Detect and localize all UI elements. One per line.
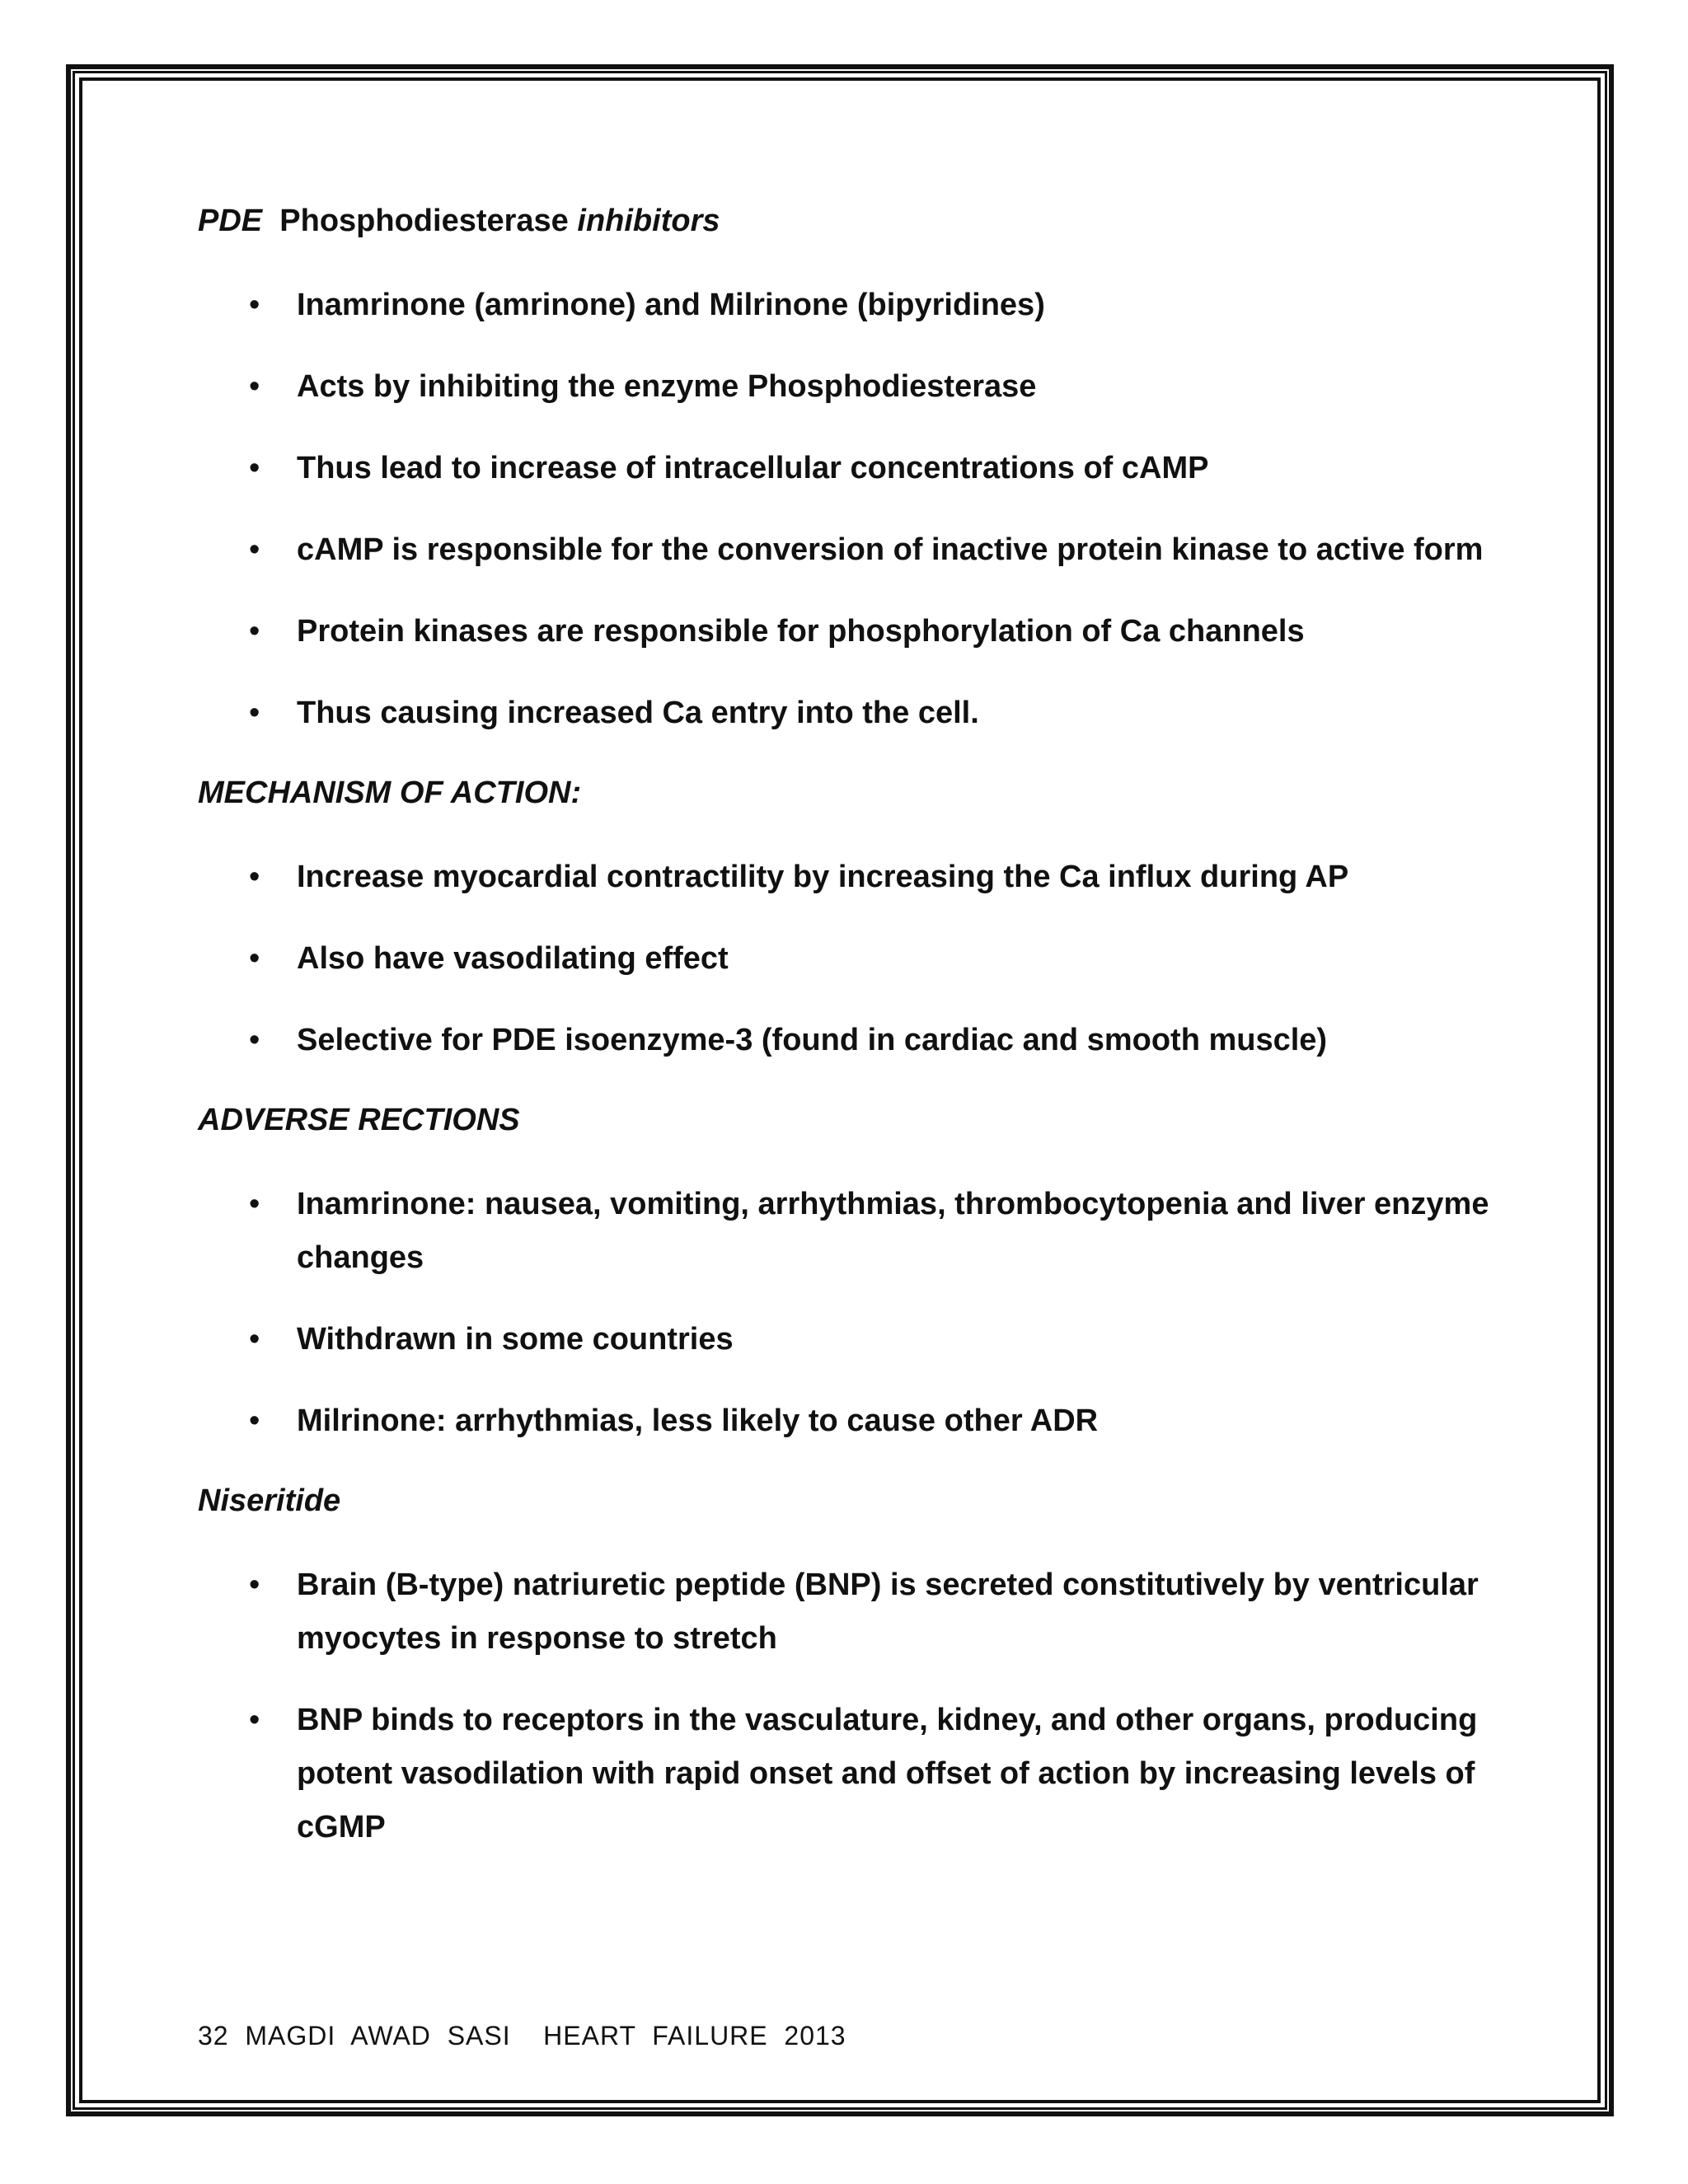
list-item [198,442,1517,495]
list-item-text: BNP binds to receptors in the vasculature, kidney, and other organs, producing potent vasodilation with rapid onset and offset of action by increasing levels of cGMP [297,1703,1478,1844]
bullet-list-adverse [198,1178,1517,1448]
list-item-text: Brain (B-type) natriuretic peptide (BNP) is secreted constitutively by ventricular myocytes in response to stretch [297,1568,1479,1656]
bullet-icon: • [249,451,260,485]
section-heading-adverse [198,1095,1517,1145]
list-item [198,279,1517,332]
list-item [198,1694,1517,1854]
bullet-icon: • [249,1703,260,1737]
list-item [198,851,1517,904]
list-item-text: Thus causing increased Ca entry into the cell. [297,696,979,730]
heading-abbr: PDE [198,204,263,238]
section-heading-niseritide [198,1476,1517,1526]
list-item-text: Inamrinone: nausea, vomiting, arrhythmias, thrombocytopenia and liver enzyme changes [297,1187,1489,1275]
bullet-icon: • [249,1568,260,1602]
list-item-text: Withdrawn in some countries [297,1322,734,1357]
list-item-text: Protein kinases are responsible for phosphorylation of Ca channels [297,614,1305,649]
heading-text: ADVERSE RECTIONS [198,1103,520,1137]
list-item [198,360,1517,414]
heading-text: Phosphodiesterase [279,204,569,238]
bullet-list-mechanism [198,851,1517,1067]
list-item [198,523,1517,577]
list-item-text: Inamrinone (amrinone) and Milrinone (bipyridines) [297,288,1045,322]
bullet-icon: • [249,696,260,730]
list-item [198,1014,1517,1067]
bullet-icon: • [249,1404,260,1438]
bullet-list-pde [198,279,1517,740]
list-item-text: Milrinone: arrhythmias, less likely to cause other ADR [297,1404,1099,1438]
page-footer: 32 MAGDI AWAD SASI HEART FAILURE 2013 [198,2021,846,2050]
section-heading-mechanism [198,768,1517,818]
list-item [198,932,1517,986]
list-item-text: Also have vasodilating effect [297,941,729,976]
bullet-icon: • [249,1322,260,1357]
list-item [198,1178,1517,1285]
list-item-text: cAMP is responsible for the conversion of inactive protein kinase to active form [297,532,1484,567]
list-item [198,1394,1517,1448]
bullet-icon: • [249,369,260,404]
heading-ital: inhibitors [577,204,720,238]
bullet-icon: • [249,614,260,649]
bullet-icon: • [249,860,260,894]
list-item [198,605,1517,658]
list-item-text: Acts by inhibiting the enzyme Phosphodiesterase [297,369,1037,404]
list-item [198,1558,1517,1666]
list-item-text: Selective for PDE isoenzyme-3 (found in cardiac and smooth muscle) [297,1023,1328,1057]
list-item-text: Thus lead to increase of intracellular concentrations of cAMP [297,451,1209,485]
heading-text: Niseritide [198,1483,341,1518]
bullet-icon: • [249,941,260,976]
list-item-text: Increase myocardial contractility by increasing the Ca influx during AP [297,860,1349,894]
bullet-list-niseritide [198,1558,1517,1854]
bullet-icon: • [249,288,260,322]
bullet-icon: • [249,1187,260,1221]
bullet-icon: • [249,1023,260,1057]
heading-text: MECHANISM OF ACTION: [198,776,582,810]
page-content [198,196,1517,1882]
section-heading-pde [198,196,1517,246]
list-item [198,687,1517,740]
bullet-icon: • [249,532,260,567]
list-item [198,1313,1517,1366]
